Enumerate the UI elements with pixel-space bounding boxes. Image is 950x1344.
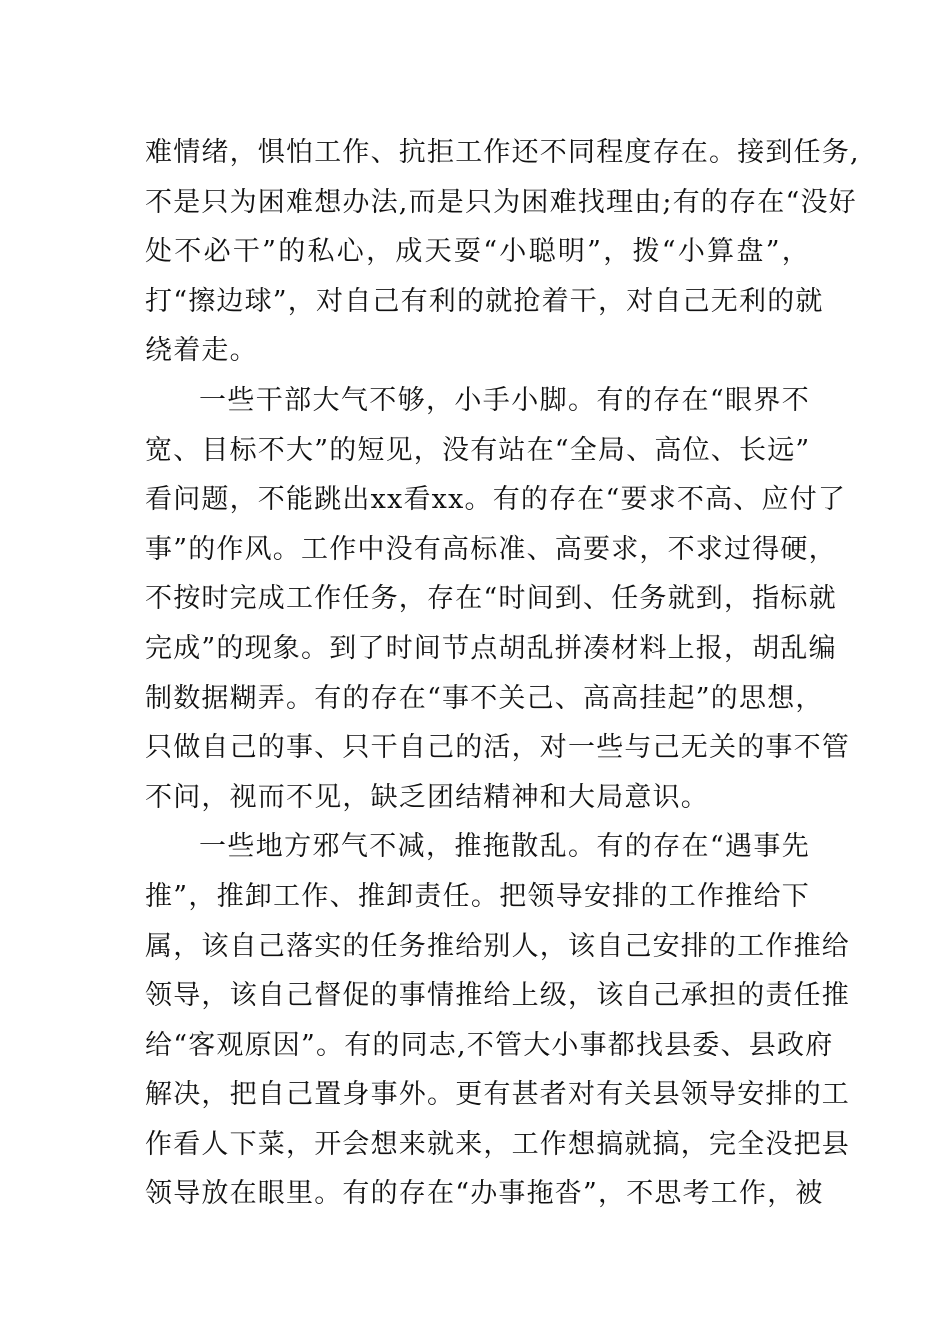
text-line: 不按时完成工作任务，存在“时间到、任务就到，指标就	[145, 583, 837, 615]
text-line: 绕着走。	[145, 335, 258, 367]
text-line: 打“擦边球”，对自己有利的就抢着干，对自己无利的就	[145, 285, 824, 317]
text-line: 一些地方邪气不减，推拖散乱。有的存在“遇事先	[199, 831, 810, 863]
paragraph	[145, 822, 850, 1219]
text-line: 给“客观原因”。有的同志,不管大小事都找县委、县政府	[145, 1029, 834, 1061]
text-line: 一些干部大气不够，小手小脚。有的存在“眼界不	[199, 384, 810, 416]
text-line: 事”的作风。工作中没有高标准、高要求，不求过得硬，	[145, 533, 837, 565]
text-line: 完成”的现象。到了时间节点胡乱拼凑材料上报，胡乱编	[145, 632, 837, 664]
text-line: 推”，推卸工作、推卸责任。把领导安排的工作推给下	[145, 880, 810, 912]
text-line: 解决，把自己置身事外。更有甚者对有关县领导安排的工	[145, 1079, 850, 1111]
text-line: 处不必干”的私心，成天耍“小聪明”，拨“小算盘”，	[145, 236, 810, 268]
text-line: 宽、目标不大”的短见，没有站在“全局、高位、长远”	[145, 434, 811, 466]
document-body	[145, 128, 860, 1219]
text-line: 难情绪，惧怕工作、抗拒工作还不同程度存在。接到任务,	[145, 137, 860, 168]
text-line: 领导放在眼里。有的存在“办事拖沓”，不思考工作，被	[145, 1178, 824, 1210]
text-line: 领导，该自己督促的事情推给上级，该自己承担的责任推	[145, 980, 850, 1012]
text-line: 属，该自己落实的任务推给别人，该自己安排的工作推给	[145, 930, 850, 962]
paragraph	[145, 128, 860, 376]
text-line: 不问，视而不见，缺乏团结精神和大局意识。	[145, 781, 709, 813]
text-line: 只做自己的事、只干自己的活，对一些与己无关的事不管	[145, 732, 850, 764]
paragraph	[145, 376, 850, 822]
text-line: 看问题，不能跳出xx看xx。有的存在“要求不高、应付了	[145, 484, 847, 516]
text-line: 作看人下菜，开会想来就来，工作想搞就搞，完全没把县	[145, 1128, 850, 1160]
text-line: 制数据糊弄。有的存在“事不关己、高高挂起”的思想，	[145, 682, 824, 714]
text-line: 不是只为困难想办法,而是只为困难找理由;有的存在“没好	[145, 186, 857, 218]
